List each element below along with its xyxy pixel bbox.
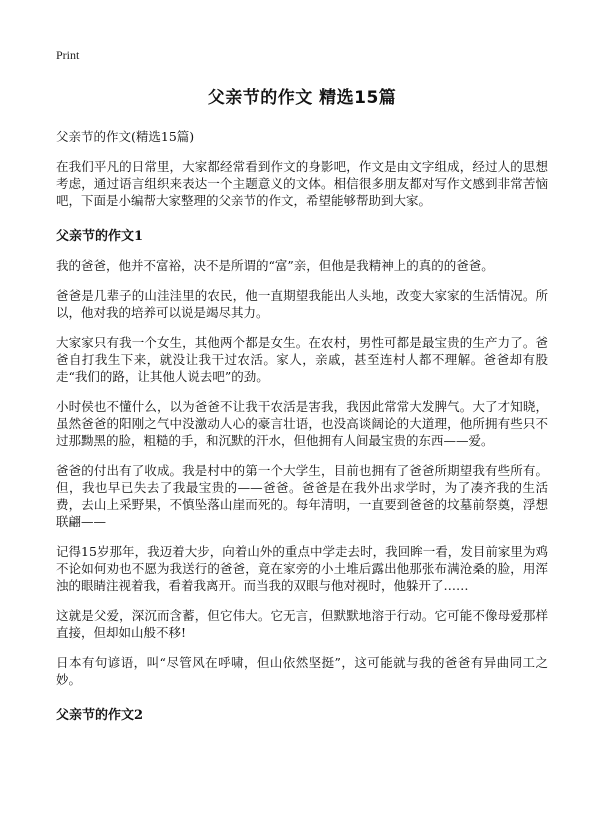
paragraph: 记得15岁那年，我迈着大步，向着山外的重点中学走去时，我回眸一看，发目前家里为鸡不论如何劝也不愿为我送行的爸爸，竟在家旁的小土堆后露出他那张布满沧桑的脸，用浑浊的眼睛注视着我，看着我离开。而当我的双眼与他对视时，他躲开了…… bbox=[56, 544, 548, 593]
paragraph: 日本有句谚语，叫“尽管风在呼啸，但山依然坚挺”，这可能就与我的爸爸有异曲同工之妙。 bbox=[56, 655, 548, 687]
paragraph: 爸爸是几辈子的山洼洼里的农民，他一直期望我能出人头地，改变大家家的生活情况。所以，他对我的培养可以说是竭尽其力。 bbox=[56, 288, 548, 320]
section-heading: 父亲节的作文2 bbox=[56, 708, 144, 723]
paragraph: 我的爸爸，他并不富裕，决不是所谓的“富”亲，但他是我精神上的真的的爸爸。 bbox=[56, 258, 494, 273]
paragraph: 小时侯也不懂什么，以为爸爸不让我干农活是害我，我因此常常大发脾气。大了才知晓，虽然爸爸的阳刚之气中没激动人心的豪言壮语，也没高谈阔论的大道理，他所拥有些只不过那黝黑的脸，粗糙的手，和沉默的汗水，但他拥有人间最宝贵的东西——爱。 bbox=[56, 399, 548, 448]
paragraph: 大家家只有我一个女生，其他两个都是女生。在农村，男性可都是最宝贵的生产力了。爸爸自打我生下来，就没让我干过农活。家人，亲戚，甚至连村人都不理解。爸爸却有股走“我们的路，让其他人说去吧”的劲。 bbox=[56, 335, 548, 384]
page-title: 父亲节的作文 精选15篇 bbox=[207, 88, 397, 108]
intro-paragraph: 在我们平凡的日常里，大家都经常看到作文的身影吧，作文是由文字组成，经过人的思想考虑，通过语言组织来表达一个主题意义的文体。相信很多朋友都对写作文感到非常苦恼吧，下面是小编帮大家整理的父亲节的作文，希望能够帮助到大家。 bbox=[56, 159, 548, 208]
paragraph: 这就是父爱，深沉而含蓄，但它伟大。它无言，但默默地溶于行动。它可能不像母爱那样直接，但却如山般不移! bbox=[56, 608, 548, 640]
print-label: Print bbox=[56, 48, 80, 62]
section-heading: 父亲节的作文1 bbox=[56, 229, 144, 244]
document-subtitle: 父亲节的作文(精选15篇) bbox=[56, 129, 195, 144]
paragraph: 爸爸的付出有了收成。我是村中的第一个大学生，目前也拥有了爸爸所期望我有些所有。但，我也早已失去了我最宝贵的——爸爸。爸爸是在我外出求学时，为了凑齐我的生活费，去山上采野果，不慎坠落山崖而死的。每年清明，一直要到爸爸的坟墓前祭奠，浮想联翩—— bbox=[56, 463, 548, 529]
